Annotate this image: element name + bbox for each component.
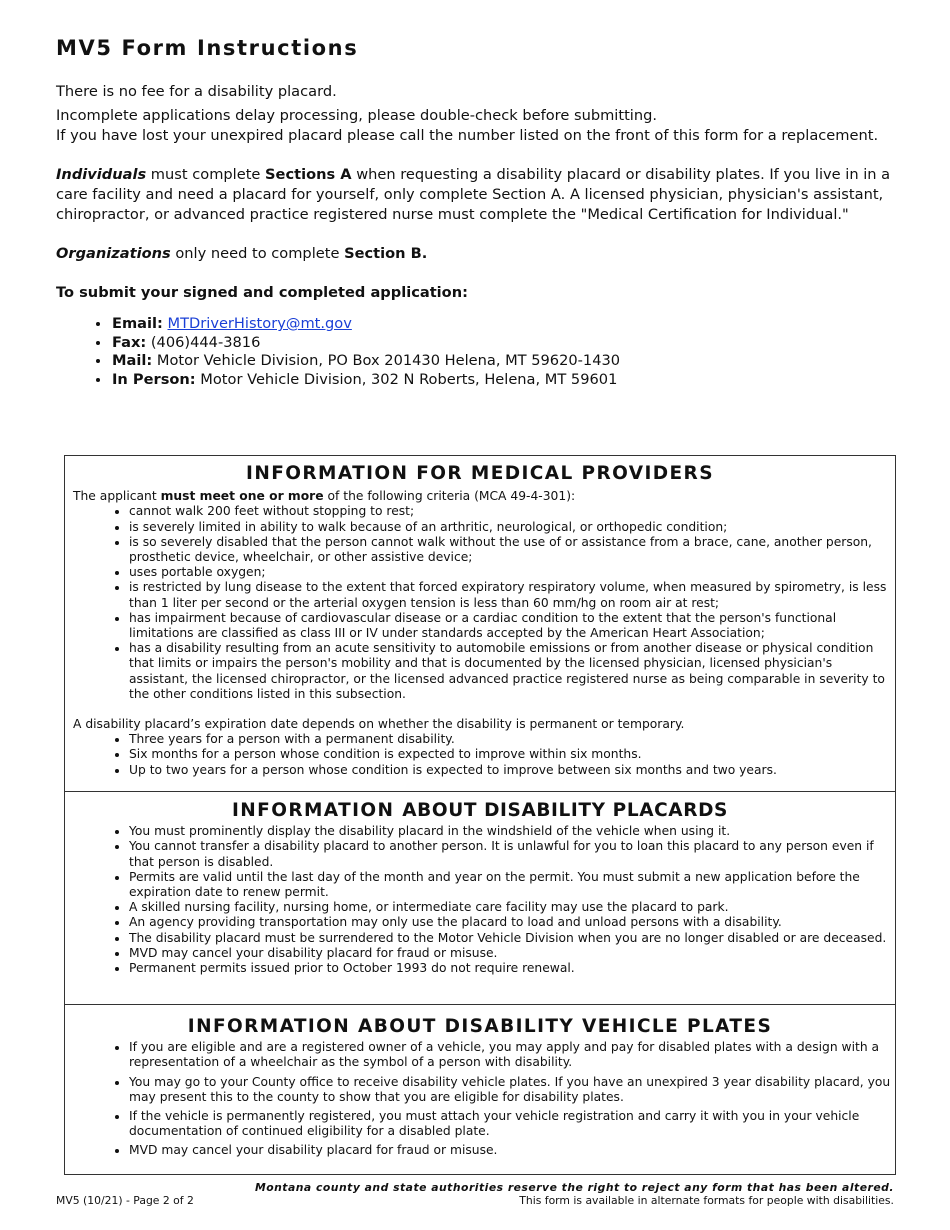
disability-placards-box [64,791,896,1005]
submit-methods-list [56,315,898,389]
lost-placard-note: If you have lost your unexpired placard please call the number listed on the front of this form for a replacement. [56,127,879,144]
altered-form-notice: Montana county and state authorities reserve the right to reject any form that has been altered. [254,1181,894,1194]
list-item: • Permanent permits issued prior to October 1993 do not require renewal. [129,961,895,976]
organizations-label: Organizations [56,245,171,262]
list-item: • An agency providing transportation may only use the placard to load and unload persons with a disability. [129,915,895,930]
incomplete-note: Incomplete applications delay processing, please double-check before submitting. [56,107,658,124]
list-item: • has a disability resulting from an acute sensitivity to automobile emissions or from another disease or physical condition that limits or impairs the person's mobility and that is documented by the licensed physician, licensed physician's assistant, the licensed chiropractor, or the licensed advanced practice registered nurse as being comparable in severity to the other conditions listed in this subsection. [129,641,895,702]
submit-email: • Email: MTDriverHistory@mt.gov [111,315,898,334]
list-item: • A skilled nursing facility, nursing home, or intermediate care facility may use the placard to park. [129,900,895,915]
placards-title: INFORMATION ABOUT DISABILITY PLACARDS [232,800,728,821]
list-item: • cannot walk 200 feet without stopping to rest; [129,504,895,519]
medical-providers-box [64,455,896,792]
criteria-intro: The applicant must meet one or more of the following criteria (MCA 49-4-301): [73,489,576,504]
alternate-formats-notice: This form is available in alternate formats for people with disabilities. [519,1194,894,1207]
footer-notices [255,1181,894,1207]
individuals-label: Individuals [56,166,147,183]
submit-mail: • Mail: Motor Vehicle Division, PO Box 201430 Helena, MT 59620-1430 [111,352,898,371]
email-link[interactable]: MTDriverHistory@mt.gov [167,315,352,332]
organizations-paragraph: Organizations only need to complete Section B. [56,245,428,262]
page-title: MV5 Form Instructions [56,36,359,60]
list-item: • You may go to your County office to receive disability vehicle plates. If you have an unexpired 3 year disability placard, you may present this to the county to show that you are eligible for disability plates. [129,1075,895,1105]
list-item: • is severely limited in ability to walk because of an arthritic, neurological, or orthopedic condition; [129,520,895,535]
criteria-list [65,504,895,702]
individuals-paragraph: Individuals must complete Sections A when requesting a disability placard or disability plates. If you live in in a care facility and need a placard for yourself, only complete Section A. A licensed physician, physician's assistant, chiropractor, or advanced practice registered nurse must complete the "Medical Certification for Individual." [56,166,891,223]
list-item: • MVD may cancel your disability placard for fraud or misuse. [129,946,895,961]
list-item: • Six months for a person whose condition is expected to improve within six months. [129,747,895,762]
plates-list [65,1040,895,1158]
submit-heading: To submit your signed and completed application: [56,284,468,301]
list-item: • uses portable oxygen; [129,565,895,580]
list-item: • Permits are valid until the last day of the month and year on the permit. You must submit a new application before the expiration date to renew permit. [129,870,895,900]
list-item: • You cannot transfer a disability placard to another person. It is unlawful for you to loan this placard to any person even if that person is disabled. [129,839,895,869]
placards-list [65,824,895,976]
expiration-list [65,732,895,778]
list-item: • Up to two years for a person whose condition is expected to improve between six months and two years. [129,763,895,778]
list-item: • The disability placard must be surrendered to the Motor Vehicle Division when you are no longer disabled or are deceased. [129,931,895,946]
list-item: • If the vehicle is permanently registered, you must attach your vehicle registration and carry it with you in your vehicle documentation of continued eligibility for a disabled plate. [129,1109,895,1139]
list-item: • You must prominently display the disability placard in the windshield of the vehicle when using it. [129,824,895,839]
list-item: • has impairment because of cardiovascular disease or a cardiac condition to the extent that the person's functional limitations are classified as class III or IV under standards accepted by the American Heart Association; [129,611,895,641]
section-b-label: Section B. [344,245,428,262]
submit-fax: • Fax: (406)444-3816 [111,334,898,353]
plates-title: INFORMATION ABOUT DISABILITY VEHICLE PLATES [187,1016,773,1037]
submit-in-person: • In Person: Motor Vehicle Division, 302 N Roberts, Helena, MT 59601 [111,371,898,390]
list-item: • MVD may cancel your disability placard for fraud or misuse. [129,1143,895,1158]
instructions-page [56,36,898,389]
list-item: • Three years for a person with a permanent disability. [129,732,895,747]
list-item: • is restricted by lung disease to the extent that forced expiratory respiratory volume, when measured by spirometry, is less than 1 liter per second or the arterial oxygen tension is less than 60 mm/hg on room air at rest; [129,580,895,610]
form-page-id: MV5 (10/21) - Page 2 of 2 [56,1194,194,1207]
sections-a-label: Sections A [265,166,352,183]
list-item: • is so severely disabled that the person cannot walk without the use of or assistance from a brace, cane, another person, prosthetic device, wheelchair, or other assistive device; [129,535,895,565]
list-item: • If you are eligible and are a registered owner of a vehicle, you may apply and pay for disabled plates with a design with a representation of a wheelchair as the symbol of a person with disability. [129,1040,895,1070]
expiration-intro: A disability placard’s expiration date depends on whether the disability is permanent or temporary. [73,717,685,732]
disability-plates-box [64,1004,896,1175]
fee-note: There is no fee for a disability placard. [56,83,337,100]
medical-providers-title: INFORMATION FOR MEDICAL PROVIDERS [246,463,714,484]
